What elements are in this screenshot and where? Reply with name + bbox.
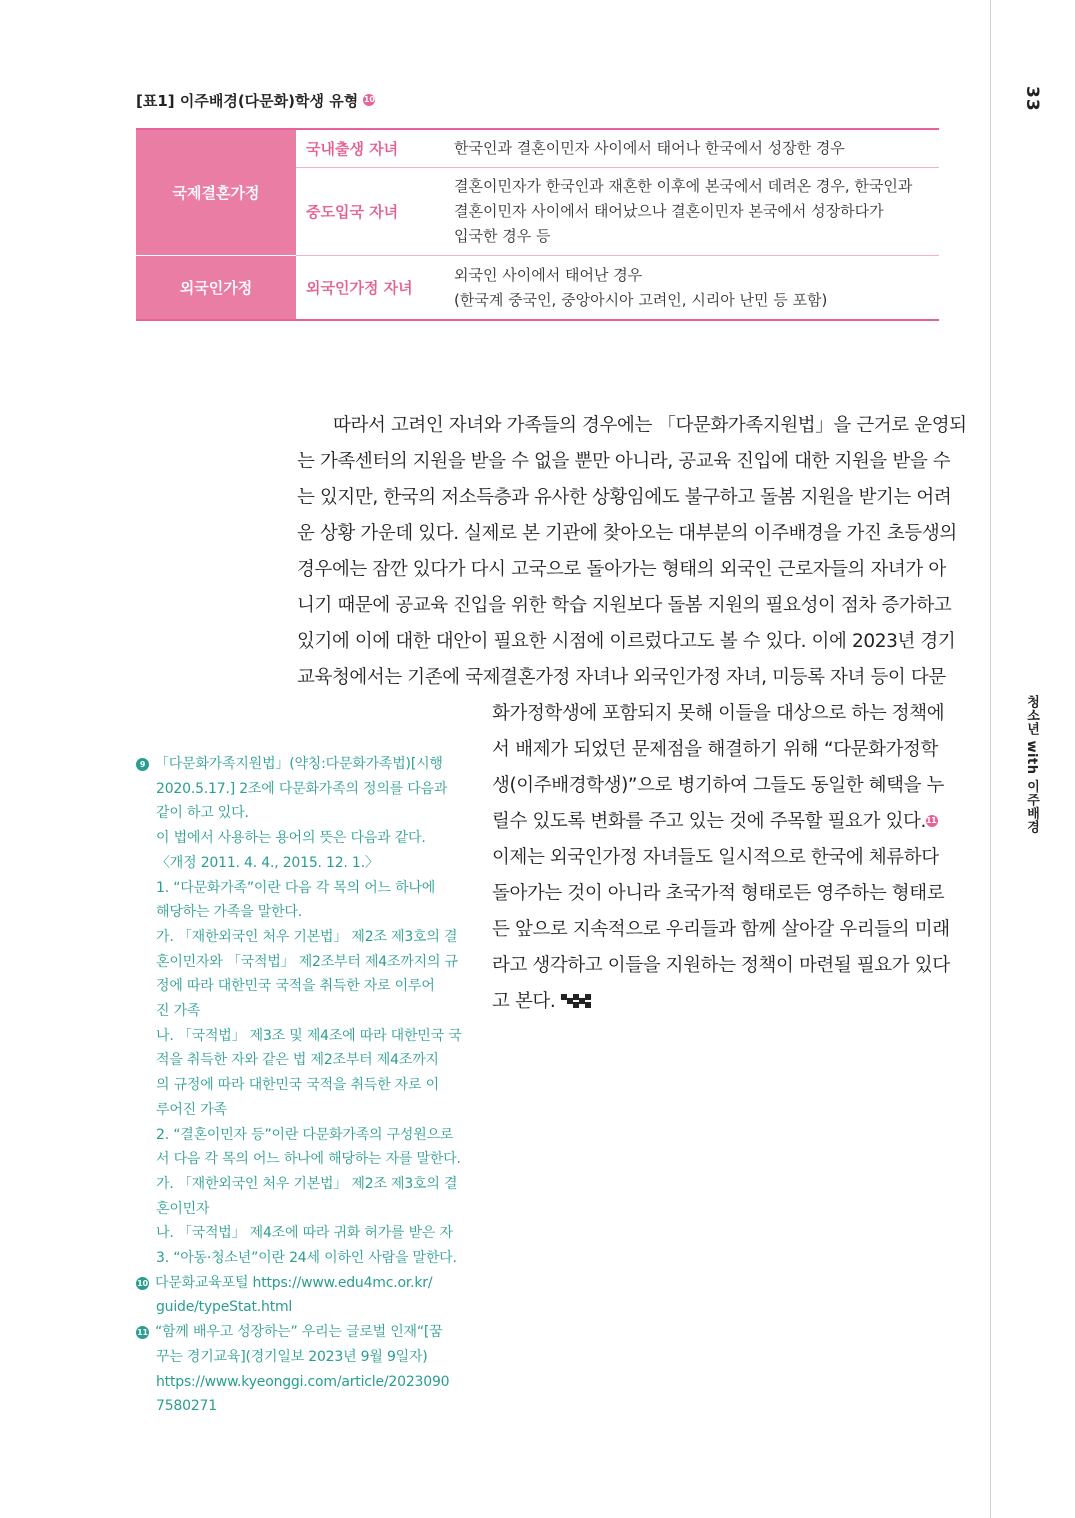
description-cell xyxy=(442,256,939,321)
footnote-line: 혼이민자와 「국적법」 제2조부터 제4조까지의 규 xyxy=(156,953,458,970)
table-title-text: [표1] 이주배경(다문화)학생 유형 xyxy=(136,92,359,110)
footnote-9 xyxy=(136,752,458,777)
body-line: 는 가족센터의 지원을 받을 수 없을 뿐만 아니라, 공교육 진입에 대한 지원을 받을 수 xyxy=(297,451,951,472)
footnote-line: 가. 「재한외국인 처우 기본법」 제2조 제3호의 결 xyxy=(156,1175,458,1192)
footnote-link[interactable]: guide/typeStat.html xyxy=(156,1299,293,1316)
footnote-line: 1. “다문화가족”이란 다음 각 목의 어느 하나에 xyxy=(156,879,436,896)
body-paragraph-wide xyxy=(297,408,967,696)
table-row xyxy=(136,256,939,321)
description-line: (한국계 중국인, 중앙아시아 고려인, 시리아 난민 등 포함) xyxy=(454,290,828,309)
footnote-link[interactable]: https://www.kyeonggi.com/article/2023090 xyxy=(156,1373,450,1390)
footnote-10 xyxy=(136,1271,458,1296)
page-divider-line xyxy=(990,0,991,1518)
footnote-line: 같이 하고 있다. xyxy=(156,805,249,822)
footnote-number-badge: 10 xyxy=(137,1278,148,1288)
footnote-ref-11[interactable]: 11 xyxy=(926,816,937,825)
footnote-line: 해당하는 가족을 말한다. xyxy=(156,904,302,921)
footnote-line: 〈개정 2011. 4. 4., 2015. 12. 1.〉 xyxy=(156,854,379,871)
category-cell: 외국인가정 xyxy=(136,256,296,321)
footnote-line: 2020.5.17.] 2조에 다문화가족의 정의를 다음과 xyxy=(156,780,448,797)
footnote-line: 꾸는 경기교육](경기일보 2023년 9월 9일자) xyxy=(156,1348,428,1365)
subtype-cell: 외국인가정 자녀 xyxy=(306,279,413,297)
subtype-cell: 국내출생 자녀 xyxy=(296,129,442,168)
footnote-number-badge: 11 xyxy=(137,1328,148,1338)
description-cell xyxy=(442,168,939,256)
footnotes-section xyxy=(136,752,462,1419)
body-line: 서 배제가 되었던 문제점을 해결하기 위해 “다문화가정학 xyxy=(492,739,938,760)
description-cell xyxy=(442,129,939,168)
body-line: 따라서 고려인 자녀와 가족들의 경우에는 「다문화가족지원법」을 근거로 운영되 xyxy=(333,415,967,436)
footnote-11 xyxy=(136,1320,458,1345)
table-title xyxy=(136,90,375,111)
body-last-line xyxy=(492,984,938,1020)
footnote-line: 진 가족 xyxy=(156,1003,201,1020)
description-line: 외국인 사이에서 태어난 경우 xyxy=(454,265,643,284)
footnote-line: 3. “아동·청소년”이란 24세 이하인 사람을 말한다. xyxy=(156,1250,457,1267)
body-line: 있기에 이에 대한 대안이 필요한 시점에 이르렀다고도 볼 수 있다. 이에 2023년 경기 xyxy=(297,631,956,652)
body-line: 는 있지만, 한국의 저소득층과 유사한 상황임에도 불구하고 돌봄 지원을 받기는 어려 xyxy=(297,487,952,508)
footnote-line: 적을 취득한 자와 같은 법 제2조부터 제4조까지 xyxy=(156,1052,439,1069)
footnote-line: 의 규정에 따라 대한민국 국적을 취득한 자로 이 xyxy=(156,1077,439,1094)
footnote-line: 서 다음 각 목의 어느 하나에 해당하는 자를 말한다. xyxy=(156,1151,461,1168)
footnote-line: 루어진 가족 xyxy=(156,1101,227,1118)
body-line: 운 상황 가운데 있다. 실제로 본 기관에 찾아오는 대부분의 이주배경을 가진 초등생의 xyxy=(297,523,957,544)
description-line: 한국인과 결혼이민자 사이에서 태어나 한국에서 성장한 경우 xyxy=(454,139,845,157)
footnote-line: 혼이민자 xyxy=(156,1200,210,1217)
footnote-line: 나. 「국적법」 제3조 및 제4조에 따라 대한민국 국 xyxy=(156,1027,462,1044)
footnote-number-badge: 9 xyxy=(136,758,149,771)
footnote-link[interactable]: 다문화교육포털 https://www.edu4mc.or.kr/ xyxy=(155,1274,433,1291)
footnote-line: 정에 따라 대한민국 국적을 취득한 자로 이루어 xyxy=(156,978,435,995)
body-line: 이제는 외국인가정 자녀들도 일시적으로 한국에 체류하다 xyxy=(492,847,939,868)
running-section-title: 청소년 with 이주배경 xyxy=(1024,695,1039,834)
footnote-line: 「다문화가족지원법」(약칭:다문화가족법)[시행 xyxy=(155,756,443,772)
student-types-table xyxy=(136,128,939,321)
page-number: 33 xyxy=(1022,86,1042,112)
body-line-text: 고 본다. xyxy=(492,991,556,1012)
body-line: 니기 때문에 공교육 진입을 위한 학습 지원보다 돌봄 지원의 필요성이 점차 증가하고 xyxy=(297,595,952,616)
category-cell: 국제결혼가정 xyxy=(136,129,296,256)
body-line: 돌아가는 것이 아니라 초국가적 형태로든 영주하는 형태로 xyxy=(492,883,945,904)
body-paragraph-narrow xyxy=(492,696,950,1020)
footnote-line: 2. “결혼이민자 등”이란 다문화가족의 구성원으로 xyxy=(156,1126,454,1143)
body-line: 경우에는 잠깐 있다가 다시 고국으로 돌아가는 형태의 외국인 근로자들의 자녀가 아 xyxy=(297,559,946,580)
description-line: 결혼이민자가 한국인과 재혼한 이후에 본국에서 데려온 경우, 한국인과 xyxy=(454,177,913,195)
footnote-line: “함께 배우고 성장하는” 우리는 글로벌 인재“[꿈 xyxy=(155,1324,443,1341)
description-line: 결혼이민자 사이에서 태어났으나 결혼이민자 본국에서 성장하다가 xyxy=(454,202,884,220)
body-line: 라고 생각하고 이들을 지원하는 정책이 마련될 필요가 있다 xyxy=(492,955,950,976)
footnote-link[interactable]: 7580271 xyxy=(156,1398,217,1415)
footnote-line: 가. 「재한외국인 처우 기본법」 제2조 제3호의 결 xyxy=(156,928,458,945)
body-line-text: 릴수 있도록 변화를 주고 있는 것에 주목할 필요가 있다. xyxy=(492,811,926,832)
body-line: 생(이주배경학생)”으로 병기하여 그들도 동일한 혜택을 누 xyxy=(492,775,945,796)
subtype-cell: 중도입국 자녀 xyxy=(296,168,442,256)
end-of-article-icon xyxy=(561,992,593,1012)
body-line: 화가정학생에 포함되지 못해 이들을 대상으로 하는 정책에 xyxy=(492,703,945,724)
body-line-with-footnote xyxy=(492,804,938,840)
footnote-line: 이 법에서 사용하는 용어의 뜻은 다음과 같다. xyxy=(156,830,426,847)
description-line: 입국한 경우 등 xyxy=(454,227,551,245)
table-row xyxy=(136,129,939,168)
body-line: 든 앞으로 지속적으로 우리들과 함께 살아갈 우리들의 미래 xyxy=(492,919,950,940)
body-line: 교육청에서는 기존에 국제결혼가정 자녀나 외국인가정 자녀, 미등록 자녀 등이 다문 xyxy=(297,667,946,688)
footnote-line: 나. 「국적법」 제4조에 따라 귀화 허가를 받은 자 xyxy=(156,1225,453,1242)
footnote-ref-10[interactable]: 10 xyxy=(363,95,375,104)
